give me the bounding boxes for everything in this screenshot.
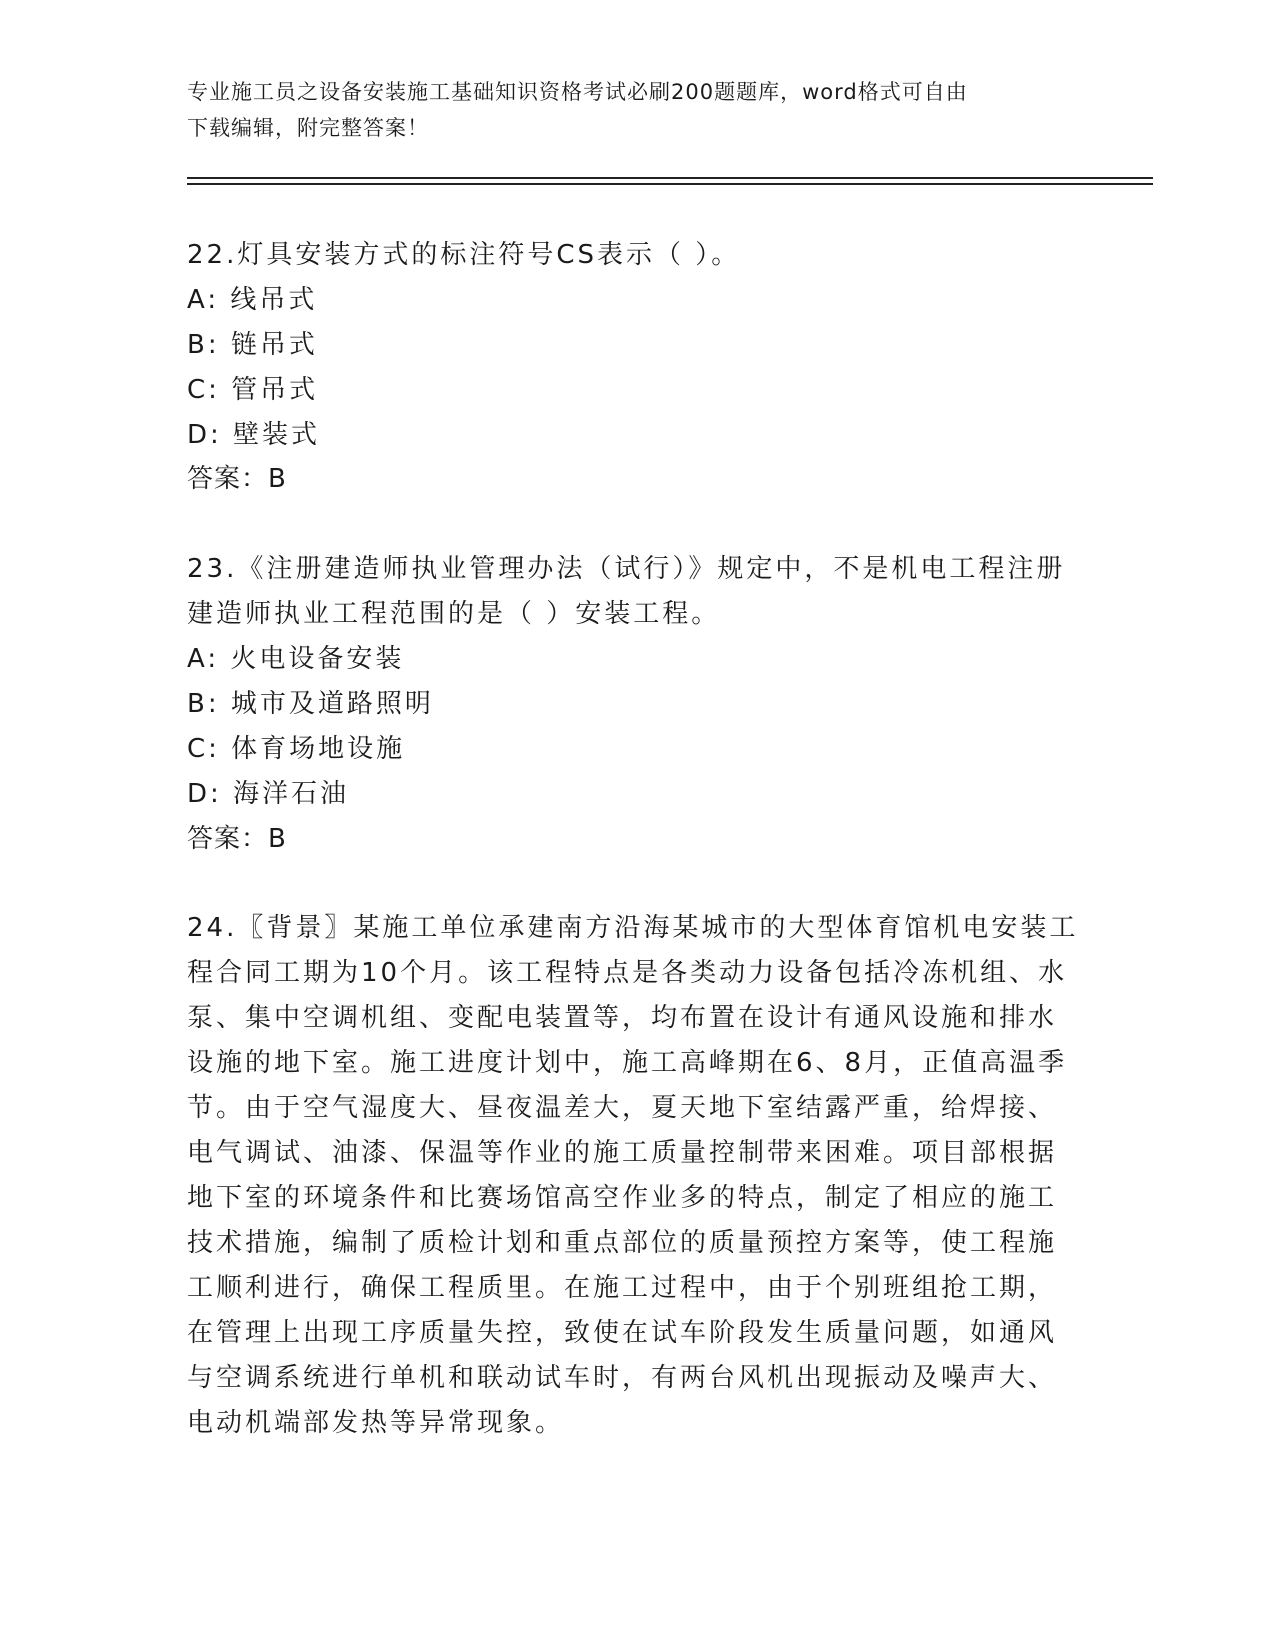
header-line-1: 专业施工员之设备安装施工基础知识资格考试必刷200题题库，word格式可自由 xyxy=(187,80,968,104)
q23-answer: 答案：B xyxy=(187,824,287,854)
header-rule-top xyxy=(187,177,1153,179)
q24-line-2: 程合同工期为10个月。该工程特点是各类动力设备包括冷冻机组、水 xyxy=(187,958,1068,988)
q24-line-8: 技术措施，编制了质检计划和重点部位的质量预控方案等，使工程施 xyxy=(187,1228,1058,1258)
q23-option-d: D: 海洋石油 xyxy=(187,779,350,809)
question-23-line-1: 23.《注册建造师执业管理办法（试行）》规定中，不是机电工程注册 xyxy=(187,554,1066,584)
q24-line-6: 电气调试、油漆、保温等作业的施工质量控制带来困难。项目部根据 xyxy=(187,1138,1058,1168)
q23-option-a: A: 火电设备安装 xyxy=(187,644,405,674)
q22-option-a: A: 线吊式 xyxy=(187,285,318,315)
question-23-line-2: 建造师执业工程范围的是（ ）安装工程。 xyxy=(187,599,721,629)
document-header xyxy=(187,74,1087,146)
question-22: 22.灯具安装方式的标注符号CS表示（ ）。 xyxy=(187,240,741,270)
q24-line-3: 泵、集中空调机组、变配电装置等，均布置在设计有通风设施和排水 xyxy=(187,1003,1058,1033)
q24-line-10: 在管理上出现工序质量失控，致使在试车阶段发生质量问题，如通风 xyxy=(187,1318,1058,1348)
q22-option-c: C: 管吊式 xyxy=(187,375,319,405)
q24-line-9: 工顺利进行，确保工程质里。在施工过程中，由于个别班组抢工期， xyxy=(187,1273,1058,1303)
header-rule-bottom xyxy=(187,183,1153,185)
q22-option-b: B: 链吊式 xyxy=(187,330,318,360)
q24-line-7: 地下室的环境条件和比赛场馆高空作业多的特点，制定了相应的施工 xyxy=(187,1183,1058,1213)
header-line-2: 下载编辑，附完整答案！ xyxy=(187,116,429,140)
q23-option-c: C: 体育场地设施 xyxy=(187,734,406,764)
q22-answer: 答案：B xyxy=(187,464,287,494)
q24-line-12: 电动机端部发热等异常现象。 xyxy=(187,1408,565,1438)
q22-option-d: D: 壁装式 xyxy=(187,420,321,450)
q24-line-1: 24.〖背景〗某施工单位承建南方沿海某城市的大型体育馆机电安装工 xyxy=(187,913,1079,943)
q24-line-4: 设施的地下室。施工进度计划中，施工高峰期在6、8月，正值高温季 xyxy=(187,1048,1068,1078)
q23-option-b: B: 城市及道路照明 xyxy=(187,689,434,719)
q24-line-11: 与空调系统进行单机和联动试车时，有两台风机出现振动及噪声大、 xyxy=(187,1363,1058,1393)
q24-line-5: 节。由于空气湿度大、昼夜温差大，夏天地下室结露严重，给焊接、 xyxy=(187,1093,1058,1123)
